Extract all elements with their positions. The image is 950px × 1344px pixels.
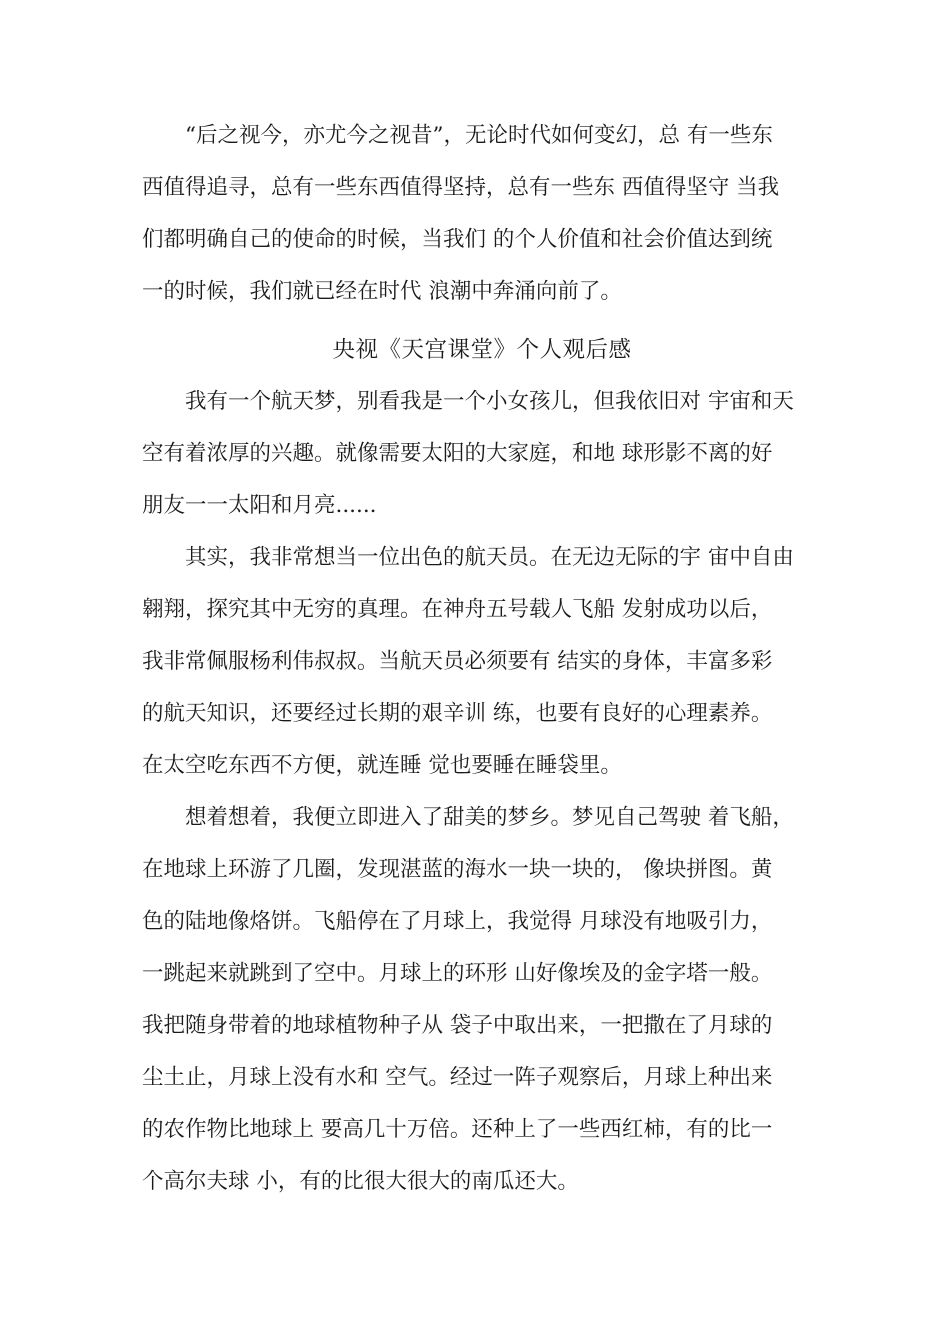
text-line: 们都明确自己的使命的时候，当我们 的个人价值和社会价值达到统 — [142, 227, 773, 252]
text-line: 一跳起来就跳到了空中。月球上的环形 山好像埃及的金字塔一般。 — [142, 961, 773, 986]
text-line: “后之视今，亦尤今之视昔”，无论时代如何变幻，总 有一些东 — [185, 123, 773, 148]
text-line: 空有着浓厚的兴趣。就像需要太阳的大家庭，和地 球形影不离的好 — [142, 441, 773, 466]
paragraph-moon-dream — [142, 792, 822, 1208]
text-line: 想着想着，我便立即进入了甜美的梦乡。梦见自己驾驶 着飞船， — [185, 805, 794, 830]
text-line: 尘土止，月球上没有水和 空气。经过一阵子观察后，月球上种出来 — [142, 1065, 773, 1090]
text-line: 我非常佩服杨利伟叔叔。当航天员必须要有 结实的身体，丰富多彩 — [142, 649, 773, 674]
text-line: 在太空吃东西不方便，就连睡 觉也要睡在睡袋里。 — [142, 753, 622, 778]
text-line: 我把随身带着的地球植物种子从 袋子中取出来，一把撒在了月球的 — [142, 1013, 773, 1038]
text-line: 在地球上环游了几圈，发现湛蓝的海水一块一块的， 像块拼图。黄 — [142, 857, 773, 882]
text-line: 个高尔夫球 小，有的比很大很大的南瓜还大。 — [142, 1169, 579, 1194]
text-line: 西值得追寻，总有一些东西值得坚持，总有一些东 西值得坚守 当我 — [142, 175, 780, 200]
document-body — [142, 110, 822, 1208]
text-line: 朋友一一太阳和月亮...... — [142, 493, 377, 518]
text-line: 的农作物比地球上 要高几十万倍。还种上了一些西红柿，有的比一 — [142, 1117, 773, 1142]
text-line: 我有一个航天梦，别看我是一个小女孩儿，但我依旧对 宇宙和天 — [185, 389, 794, 414]
text-line: 其实，我非常想当一位出色的航天员。在无边无际的宇 宙中自由 — [185, 545, 794, 570]
text-line: 翱翔，探究其中无穷的真理。在神舟五号载人飞船 发射成功以后， — [142, 597, 773, 622]
text-line: 的航天知识，还要经过长期的艰辛训 练，也要有良好的心理素养。 — [142, 701, 773, 726]
text-line: 一的时候，我们就已经在时代 浪潮中奔涌向前了。 — [142, 279, 622, 304]
article-title: 央视《天宫课堂》个人观后感 — [332, 337, 632, 363]
paragraph-astronaut — [142, 532, 822, 792]
text-line: 色的陆地像烙饼。飞船停在了月球上，我觉得 月球没有地吸引力， — [142, 909, 773, 934]
paragraph-intro-quote — [142, 110, 822, 318]
paragraph-dream — [142, 376, 822, 532]
